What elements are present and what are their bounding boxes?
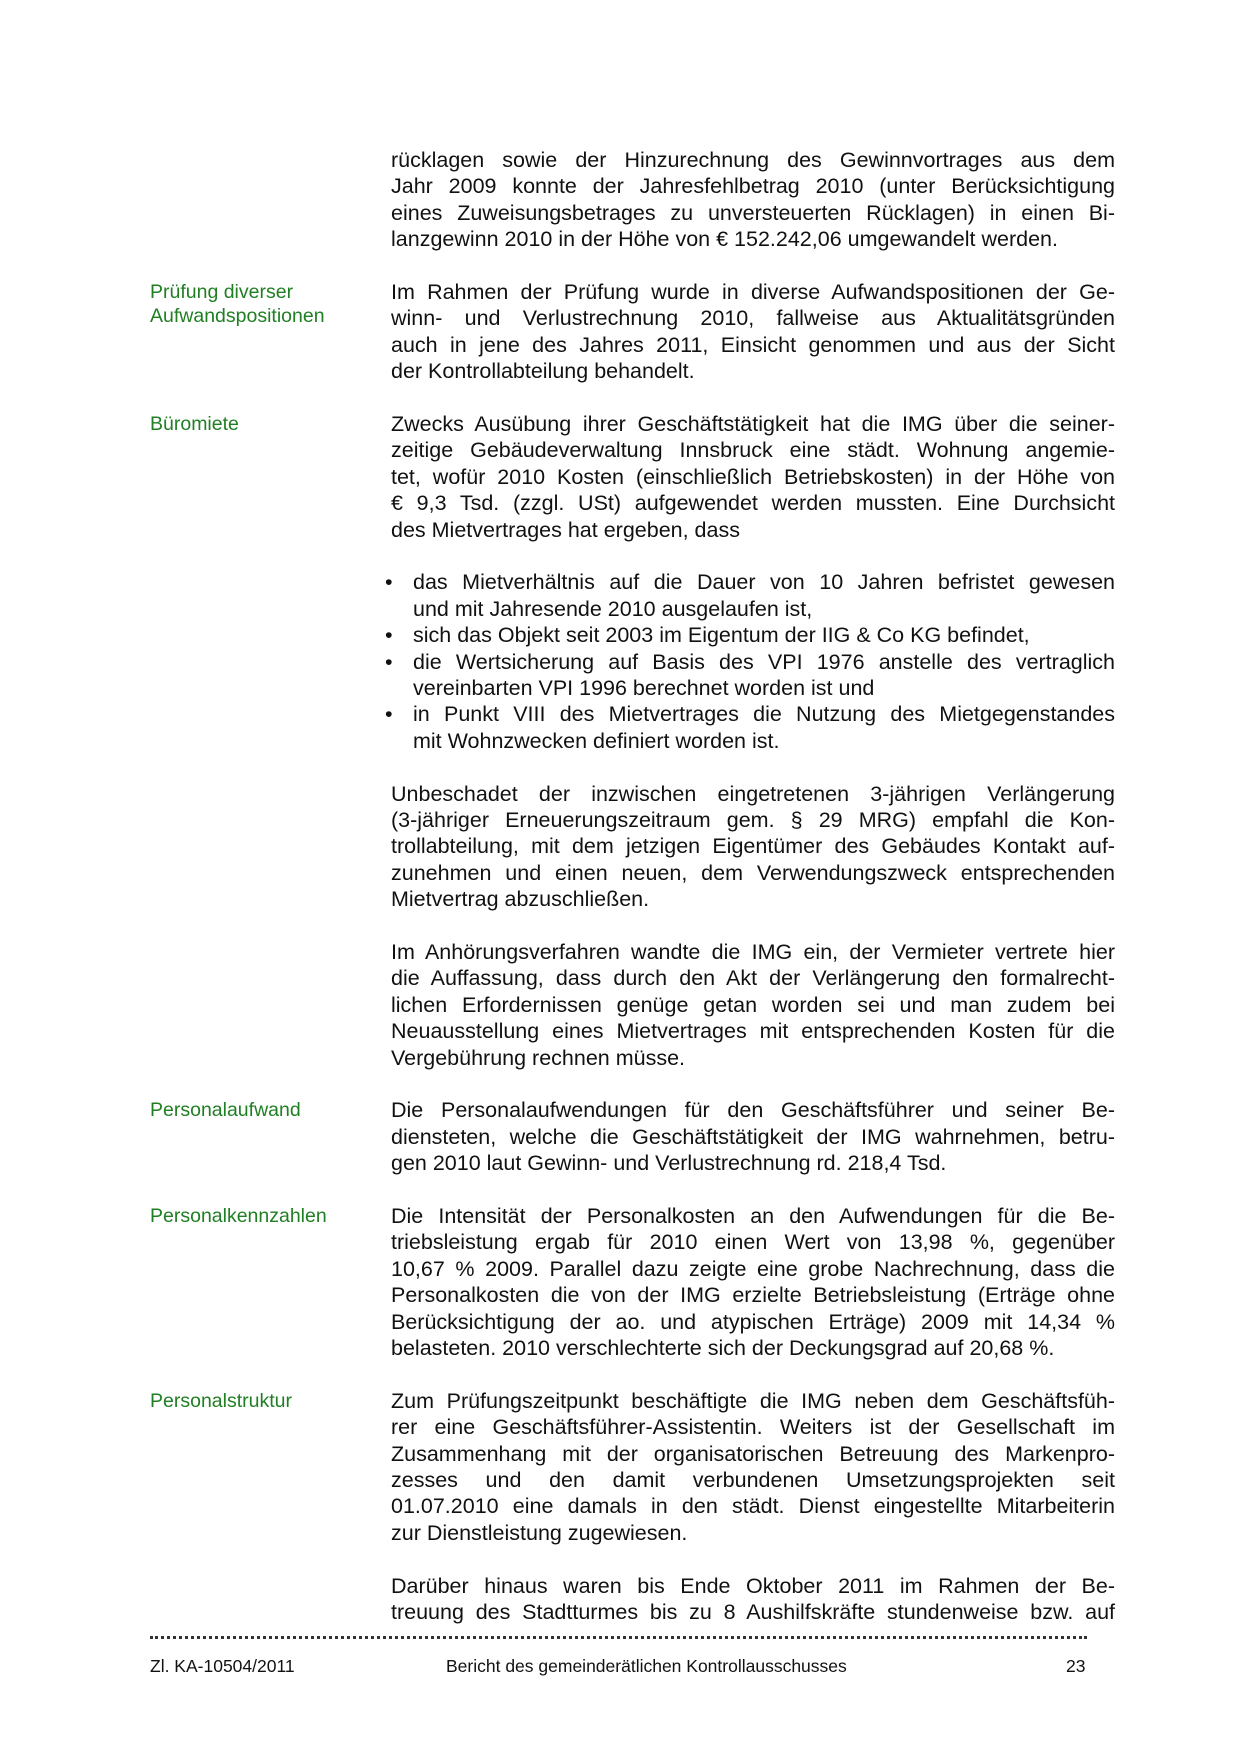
footer-page-number: 23 [1066,1656,1086,1676]
paragraph-line: Darüber hinaus waren bis Ende Oktober 2011 im Rahmen der Be- [391,1573,1115,1598]
footer-dotted-rule [150,1636,1087,1639]
margin-heading: Aufwandspositionen [150,305,325,327]
bullet-item-line: mit Wohnzwecken definiert worden ist. [413,728,780,753]
margin-heading: Personalstruktur [150,1389,292,1412]
paragraph-line: Berücksichtigung der ao. und atypischen Erträge) 2009 mit 14,34 % [391,1309,1115,1334]
bullet-icon: • [385,570,393,595]
paragraph-line: 01.07.2010 eine damals in den städt. Dienst eingestellte Mitarbeiterin [391,1494,1115,1519]
paragraph-line: Unbeschadet der inzwischen eingetretenen 3-jährigen Verlängerung [391,781,1115,806]
bullet-item-line: in Punkt VIII des Mietvertrages die Nutzung des Mietgegenstandes [413,702,1115,727]
paragraph-line: zesses und den damit verbundenen Umsetzungsprojekten seit [391,1468,1115,1492]
paragraph-line: Jahr 2009 konnte der Jahresfehlbetrag 2010 (unter Berücksichtigung [391,174,1115,199]
paragraph-line: die Auffassung, dass durch den Akt der Verlängerung den formalrecht- [391,966,1115,991]
paragraph-line: diensteten, welche die Geschäftstätigkeit der IMG wahrnehmen, betru- [391,1124,1115,1149]
paragraph-line: (3-jähriger Erneuerungszeitraum gem. § 29 MRG) empfahl die Kon- [391,808,1115,832]
paragraph-line: der Kontrollabteilung behandelt. [391,359,695,384]
paragraph-line: 10,67 % 2009. Parallel dazu zeigte eine grobe Nachrechnung, dass die [391,1256,1115,1281]
paragraph-line: zunehmen und einen neuen, dem Verwendungszweck entsprechenden [391,860,1115,885]
paragraph-line: zur Dienstleistung zugewiesen. [391,1520,688,1545]
footer-reference: Zl. KA-10504/2011 [150,1656,295,1676]
paragraph-line: Vergebührung rechnen müsse. [391,1045,686,1070]
paragraph-line: € 9,3 Tsd. (zzgl. USt) aufgewendet werden mussten. Eine Durchsicht [391,491,1115,516]
paragraph-line: triebsleistung ergab für 2010 einen Wert von 13,98 %, gegenüber [391,1230,1115,1255]
paragraph-line: treuung des Stadtturmes bis zu 8 Aushilfskräfte stundenweise bzw. auf [391,1600,1115,1624]
paragraph-line: auch in jene des Jahres 2011, Einsicht genommen und aus der Sicht [391,332,1115,357]
paragraph-line: Die Intensität der Personalkosten an den Aufwendungen für die Be- [391,1204,1115,1228]
margin-heading: Personalkennzahlen [150,1205,327,1227]
paragraph-line: belasteten. 2010 verschlechterte sich der Deckungsgrad auf 20,68 %. [391,1336,1055,1360]
bullet-icon: • [385,702,393,727]
margin-heading: Personalaufwand [150,1099,301,1122]
margin-heading: Prüfung diverser [150,281,294,303]
paragraph-line: lanzgewinn 2010 in der Höhe von € 152.242,06 umgewandelt werden. [391,227,1058,252]
paragraph-line: gen 2010 laut Gewinn- und Verlustrechnung rd. 218,4 Tsd. [391,1151,947,1176]
paragraph-line: Zwecks Ausübung ihrer Geschäftstätigkeit hat die IMG über die seiner- [391,412,1115,436]
paragraph-line: lichen Erfordernissen genüge getan worden sei und man zudem bei [391,992,1115,1017]
paragraph-line: Mietvertrag abzuschließen. [391,887,650,912]
bullet-item-line: vereinbarten VPI 1996 berechnet worden ist und [413,676,875,700]
paragraph-line: Personalkosten die von der IMG erzielte Betriebsleistung (Erträge ohne [391,1283,1115,1308]
paragraph-line: rücklagen sowie der Hinzurechnung des Gewinnvortrages aus dem [391,148,1115,172]
bullet-item-line: und mit Jahresende 2010 ausgelaufen ist, [413,596,813,621]
paragraph-line: rer eine Geschäftsführer-Assistentin. Weiters ist der Gesellschaft im [391,1415,1115,1440]
footer-title: Bericht des gemeinderätlichen Kontrollausschusses [446,1656,847,1676]
paragraph-line: Zusammenhang mit der organisatorischen Betreuung des Markenpro- [391,1441,1115,1466]
paragraph-line: Neuausstellung eines Mietvertrages mit entsprechenden Kosten für die [391,1019,1115,1044]
paragraph-line: Im Anhörungsverfahren wandte die IMG ein, der Vermieter vertrete hier [391,940,1115,964]
paragraph-line: trollabteilung, mit dem jetzigen Eigentümer des Gebäudes Kontakt auf- [391,834,1115,859]
paragraph-line: winn- und Verlustrechnung 2010, fallweise aus Aktualitätsgründen [391,306,1115,331]
paragraph-line: tet, wofür 2010 Kosten (einschließlich Betriebskosten) in der Höhe von [391,464,1115,489]
bullet-icon: • [385,623,393,648]
paragraph-line: eines Zuweisungsbetrages zu unversteuerten Rücklagen) in einen Bi- [391,200,1115,225]
paragraph-line: des Mietvertrages hat ergeben, dass [391,517,740,542]
bullet-item-line: das Mietverhältnis auf die Dauer von 10 Jahren befristet gewesen [413,570,1115,595]
paragraph-line: Die Personalaufwendungen für den Geschäftsführer und seiner Be- [391,1098,1115,1123]
bullet-icon: • [385,649,393,674]
margin-heading: Büromiete [150,413,239,435]
paragraph-line: Im Rahmen der Prüfung wurde in diverse Aufwandspositionen der Ge- [391,280,1115,304]
paragraph-line: zeitige Gebäudeverwaltung Innsbruck eine städt. Wohnung angemie- [391,438,1115,463]
bullet-item-line: sich das Objekt seit 2003 im Eigentum der IIG & Co KG befindet, [413,623,1030,648]
bullet-item-line: die Wertsicherung auf Basis des VPI 1976 anstelle des vertraglich [413,649,1115,674]
paragraph-line: Zum Prüfungszeitpunkt beschäftigte die IMG neben dem Geschäftsfüh- [391,1388,1115,1413]
